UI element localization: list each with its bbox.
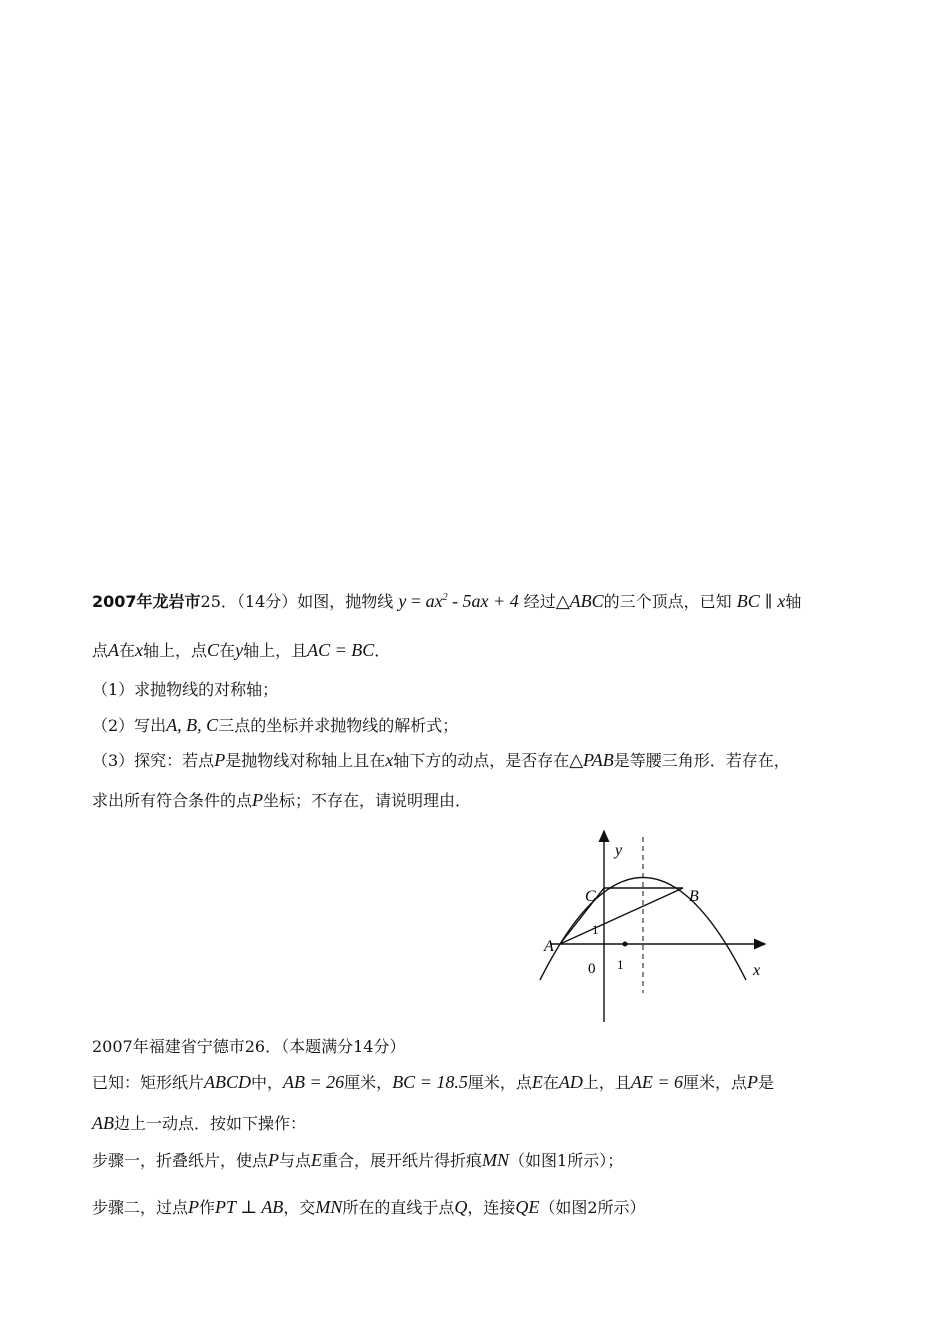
parallel-symbol: ∥	[764, 592, 773, 611]
question-3-cont: 求出所有符合条件的点P坐标；不存在，请说明理由．	[92, 790, 472, 810]
question-1: （1）求抛物线的对称轴；	[92, 680, 279, 699]
label-a: A	[544, 938, 554, 955]
label-one-y: 1	[592, 922, 599, 937]
parabola-equation: $y = ax^2 - 5ax + 4$	[398, 591, 519, 611]
parabola-figure	[530, 825, 790, 1035]
problem-points: （14分）	[236, 592, 298, 611]
intro-text: 如图，抛物线	[297, 592, 394, 611]
problem1-line2: 点A在x轴上，点C在y轴上，且AC = BC．	[92, 640, 391, 660]
label-b: B	[689, 888, 699, 905]
label-x: x	[753, 962, 761, 979]
step-1: 步骤一，折叠纸片，使点P与点E重合，展开纸片得折痕MN（如图1所示）；	[92, 1150, 624, 1170]
question-3: （3）探究：若点P是抛物线对称轴上且在x轴下方的动点，是否存在△PAB是等腰三角形．若存在，	[92, 750, 790, 770]
axis-word: 轴	[785, 592, 802, 611]
label-y: y	[615, 842, 623, 859]
x-var: x	[777, 591, 786, 611]
source-label: 2007年龙岩市	[92, 592, 201, 611]
passes-text: 经过	[523, 592, 556, 611]
problem1-line1	[92, 588, 801, 612]
question-2: （2）写出A, B, C三点的坐标并求抛物线的解析式；	[92, 715, 459, 735]
problem2-line1: 已知：矩形纸片ABCD中，AB = 26厘米，BC = 18.5厘米，点E在AD上，且AE = 6厘米，点P是	[92, 1072, 775, 1092]
point-one	[623, 942, 628, 947]
triangle-abc: △ABC	[555, 591, 604, 611]
label-origin: 0	[588, 961, 596, 977]
problem2-header: 2007年福建省宁德市26．（本题满分14分）	[92, 1037, 406, 1056]
problem-number: 25．	[200, 592, 237, 611]
step-2: 步骤二，过点P作PT ⊥ AB，交MN所在的直线于点Q，连接QE（如图2所示）	[92, 1197, 646, 1217]
segment-bc: BC	[736, 591, 760, 611]
label-c: C	[585, 888, 596, 905]
label-one-x: 1	[617, 957, 624, 972]
problem2-line2: AB边上一动点．按如下操作：	[92, 1113, 307, 1133]
segment-ab	[560, 888, 683, 944]
given-text: 的三个顶点，已知	[603, 592, 732, 611]
